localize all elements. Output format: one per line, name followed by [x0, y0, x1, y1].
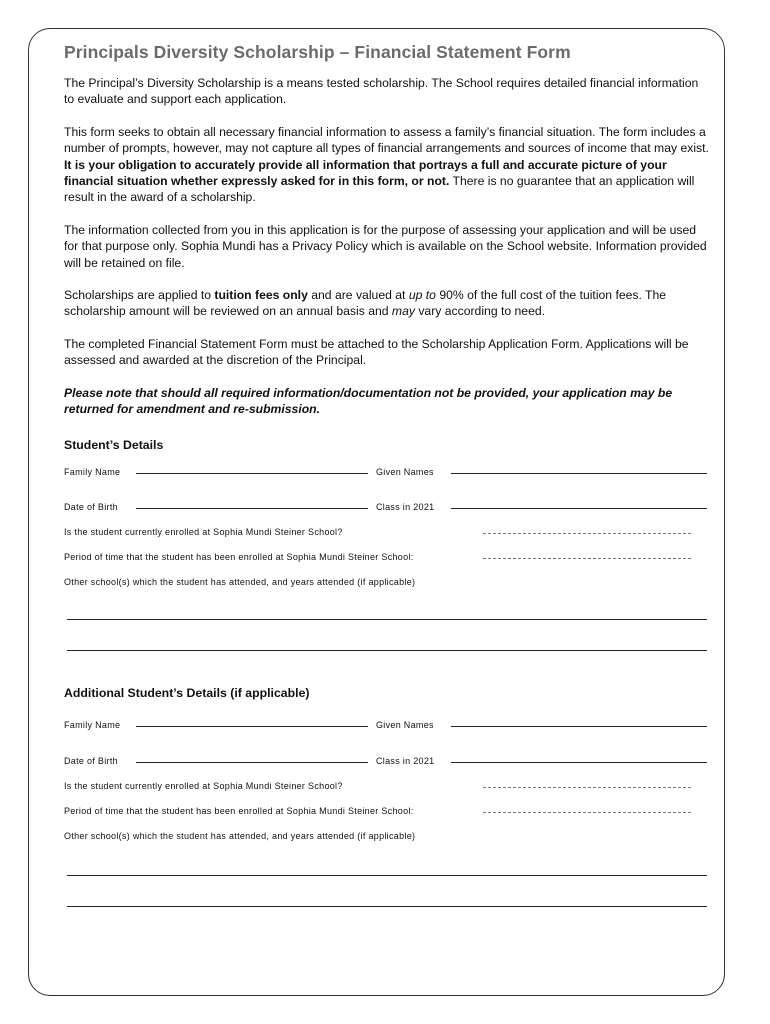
date-of-birth-field[interactable]	[136, 762, 368, 763]
family-name-label: Family Name	[64, 466, 121, 477]
fees-paragraph	[64, 287, 710, 320]
other-schools-line-1[interactable]	[67, 875, 707, 876]
fees-italic-upto: up to	[408, 288, 436, 303]
class-field[interactable]	[451, 508, 707, 509]
notice-paragraph: Please note that should all required information/documentation not be provided, your application may be returned for amendment and re-submission.	[64, 385, 673, 417]
date-of-birth-field[interactable]	[136, 508, 368, 509]
other-schools-label: Other school(s) which the student has attended, and years attended (if applicable)	[64, 576, 416, 587]
given-names-label: Given Names	[376, 466, 434, 477]
fees-text-3: 90% of the full cost of the tuition fees. The scholarship amount will be reviewed on an annual basis and	[64, 288, 667, 319]
additional-student-section	[64, 686, 710, 907]
enrolment-period-field[interactable]	[483, 812, 691, 813]
family-name-label: Family Name	[64, 719, 121, 730]
other-schools-line-1[interactable]	[67, 619, 707, 620]
currently-enrolled-field[interactable]	[483, 787, 691, 788]
obligation-text-1: This form seeks to obtain all necessary financial information to assess a family’s financial situation. The form includes a number of prompts, however, may not capture all types of financial arrangements and sources of income that may exist.	[64, 124, 709, 156]
family-name-field[interactable]	[136, 473, 368, 474]
currently-enrolled-label: Is the student currently enrolled at Sophia Mundi Steiner School?	[64, 780, 343, 791]
date-of-birth-label: Date of Birth	[64, 501, 118, 512]
enrolment-period-label: Period of time that the student has been enrolled at Sophia Mundi Steiner School:	[64, 551, 414, 562]
form-title: Principals Diversity Scholarship – Financial Statement Form	[64, 42, 571, 62]
class-label: Class in 2021	[376, 501, 435, 512]
family-name-field[interactable]	[136, 726, 368, 727]
currently-enrolled-label: Is the student currently enrolled at Sophia Mundi Steiner School?	[64, 526, 343, 537]
enrolment-period-label: Period of time that the student has been enrolled at Sophia Mundi Steiner School:	[64, 805, 414, 816]
class-field[interactable]	[451, 762, 707, 763]
obligation-paragraph	[64, 124, 710, 206]
form-content	[64, 42, 710, 907]
other-schools-line-2[interactable]	[67, 906, 707, 907]
given-names-field[interactable]	[451, 726, 707, 727]
given-names-label: Given Names	[376, 719, 434, 730]
fees-bold-text: tuition fees only	[214, 288, 308, 303]
given-names-field[interactable]	[451, 473, 707, 474]
fees-text-1: Scholarships are applied to	[64, 288, 215, 303]
date-of-birth-label: Date of Birth	[64, 755, 118, 766]
student-details-heading: Student’s Details	[64, 437, 164, 452]
attachment-paragraph: The completed Financial Statement Form must be attached to the Scholarship Application Form. Applications will be assessed and awarded at the discretion of the Principal.	[64, 336, 689, 368]
obligation-bold-text: It is your obligation to accurately provide all information that portrays a full and accurate picture of your financial situation whether expressly asked for in this form, or not.	[64, 157, 667, 189]
class-label: Class in 2021	[376, 755, 435, 766]
privacy-paragraph: The information collected from you in this application is for the purpose of assessing your application and will be used for that purpose only. Sophia Mundi has a Privacy Policy which is available on the School website. Information provided will be retained on file.	[64, 222, 707, 270]
enrolment-period-field[interactable]	[483, 558, 691, 559]
other-schools-label: Other school(s) which the student has attended, and years attended (if applicable)	[64, 830, 416, 841]
student-details-section	[64, 438, 710, 651]
currently-enrolled-field[interactable]	[483, 533, 691, 534]
obligation-text-2: There is no guarantee that an application will result in the award of a scholarship.	[64, 174, 695, 205]
fees-italic-may: may	[391, 304, 415, 319]
intro-paragraph: The Principal’s Diversity Scholarship is a means tested scholarship. The School requires detailed financial information to evaluate and support each application.	[64, 76, 699, 107]
fees-text-4: vary according to need.	[414, 304, 546, 319]
fees-text-2: and are valued at	[307, 288, 409, 303]
additional-student-heading: Additional Student’s Details (if applicable)	[64, 685, 310, 700]
other-schools-line-2[interactable]	[67, 650, 707, 651]
